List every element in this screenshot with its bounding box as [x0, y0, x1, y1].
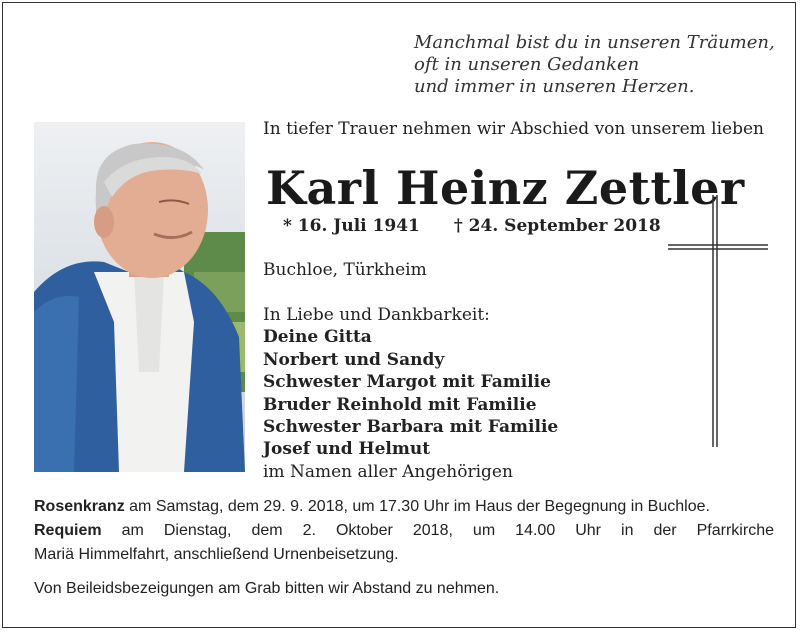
- poem-line: und immer in unseren Herzen.: [414, 76, 695, 97]
- mourner-name: Norbert und Sandy: [263, 349, 445, 370]
- poem: [414, 32, 784, 98]
- poem-line: Manchmal bist du in unseren Träumen,: [414, 32, 775, 53]
- requiem-line-2: Mariä Himmelfahrt, anschließend Urnenbeisetzung.: [34, 546, 399, 563]
- portrait-photo: [34, 122, 245, 472]
- mourner-name: Josef und Helmut: [263, 439, 431, 460]
- mourner-name: Bruder Reinhold mit Familie: [263, 394, 537, 415]
- deceased-name: Karl Heinz Zettler: [266, 161, 745, 215]
- poem-line: oft in unseren Gedanken: [414, 54, 640, 75]
- cross-icon: [668, 195, 768, 447]
- mourner-name: Schwester Margot mit Familie: [263, 372, 551, 393]
- mourners-closing: im Namen aller Angehörigen: [263, 461, 513, 482]
- death-date: † 24. September 2018: [453, 216, 661, 236]
- intro-text: In tiefer Trauer nehmen wir Abschied von unserem lieben: [263, 119, 764, 139]
- closing-note: Von Beileidsbezeigungen am Grab bitten wir Abstand zu nehmen.: [34, 580, 500, 597]
- service-notes: [34, 495, 774, 601]
- mourners-intro: In Liebe und Dankbarkeit:: [263, 305, 490, 325]
- mourners-list: [263, 304, 593, 483]
- requiem-line: [34, 519, 774, 543]
- rosenkranz-text: am Samstag, dem 29. 9. 2018, um 17.30 Uhr im Haus der Begegnung in Buchloe.: [129, 498, 710, 515]
- rosenkranz-label: Rosenkranz: [34, 498, 125, 515]
- mourner-name: Deine Gitta: [263, 327, 372, 348]
- life-dates: [283, 215, 683, 237]
- mourner-name: Schwester Barbara mit Familie: [263, 417, 559, 438]
- requiem-label: Requiem: [34, 522, 102, 539]
- place-text: Buchloe, Türkheim: [263, 260, 427, 280]
- rosenkranz-line: [34, 495, 774, 519]
- birth-date: * 16. Juli 1941: [283, 216, 420, 236]
- requiem-text: am Dienstag, dem 2. Oktober 2018, um 14.00 Uhr in der Pfarrkirche: [121, 522, 774, 539]
- portrait-illustration: [34, 122, 245, 472]
